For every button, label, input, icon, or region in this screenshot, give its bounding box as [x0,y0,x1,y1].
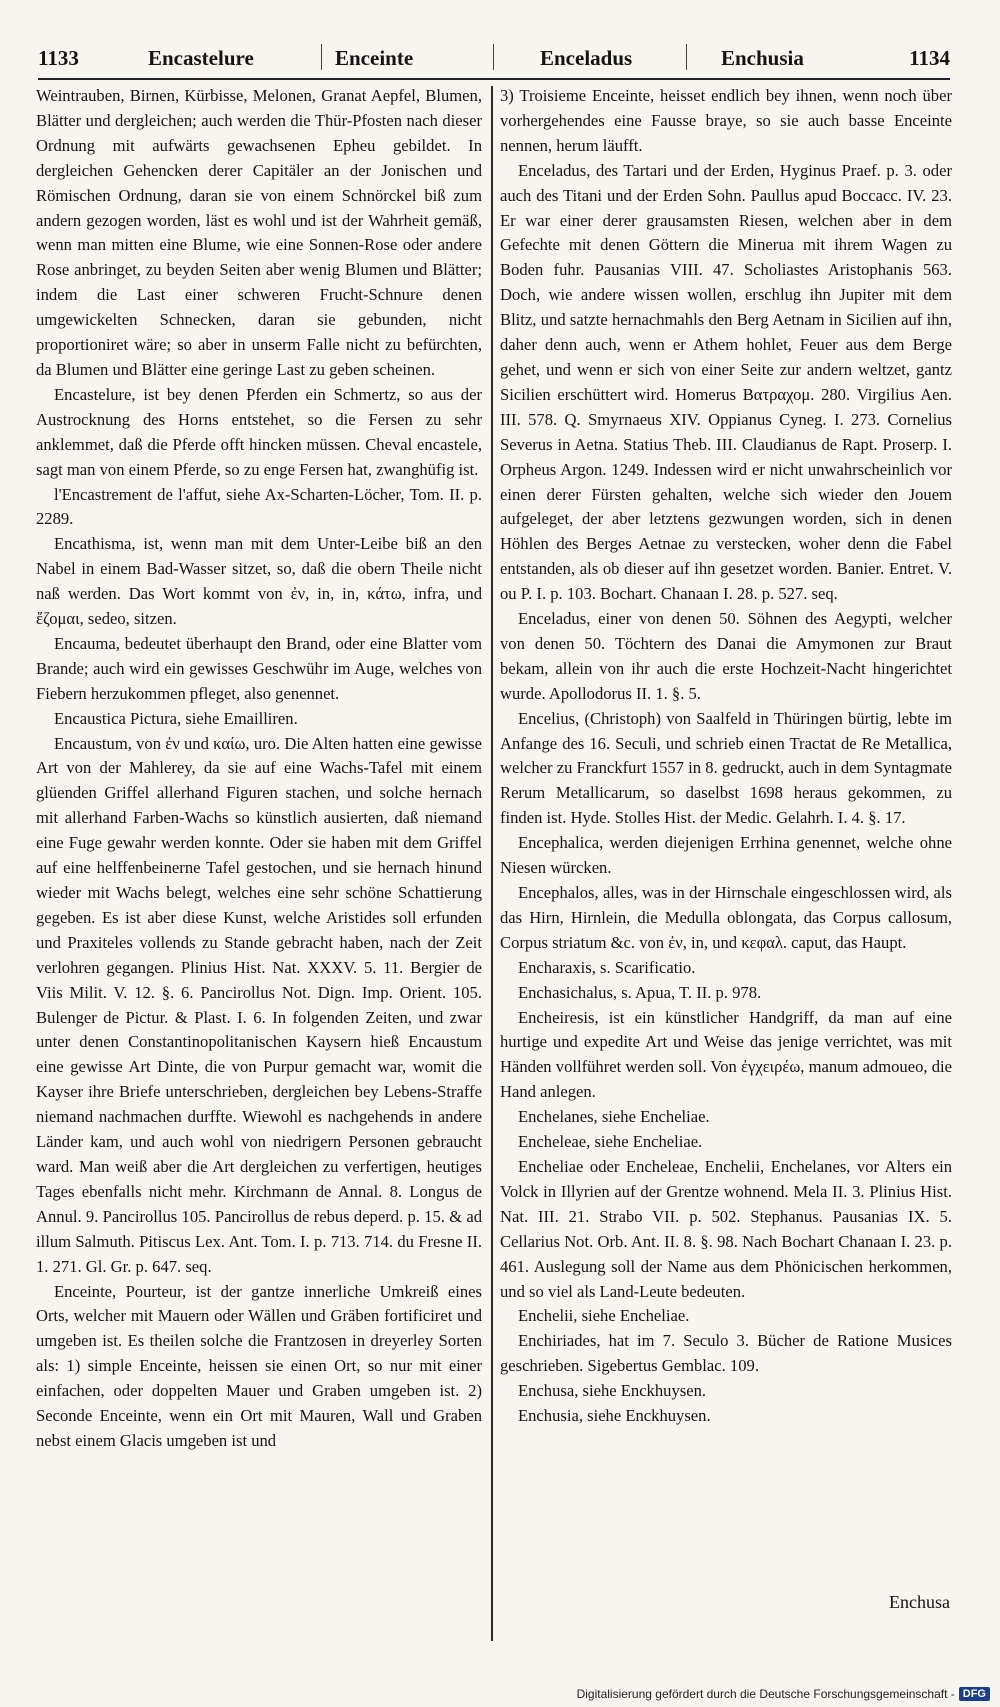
dictionary-entry: Enchasichalus, s. Apua, T. II. p. 978. [518,982,762,1002]
dictionary-entry: Enceinte, Pourteur, ist der gantze innerliche Umkreiß eines Orts, welcher mit Mauern oder Wällen und Gräben fortificiret und umgeben ist. Es theilen solche die Frantzosen in dreyerley Sorten als: 1) simple Enceinte, heissen sie einen Ort, so nur mit einer einfachen, oder doppelten Mauer und Graben umgeben ist. 2) Seconde Enceinte, wenn ein Ort mit Mauren, Wall und Graben nebst einem Glacis umgeben ist und [36,1281,482,1450]
header-divider-3 [686,44,687,70]
dictionary-entry: Enchelanes, siehe Encheliae. [518,1107,710,1127]
header-keyword-1: Encastelure [148,46,254,70]
dictionary-entry: Encaustum, von ἐν und καίω, uro. Die Alten hatten eine gewisse Art von der Mahlerey, da sie auf eine Wachs-Tafel mit einem glüenden Griffel allerhand Figuren stachen, und solche hernach mit allerhand Farben-Wachs so künstlich ausierten, daß niemand eine Fuge gewahr werden konnte. Oder sie haben mit dem Griffel auf eine helffenbeinerne Tafel gestochen, und sie hernach hinund wieder mit Wachs belegt, welches eine sehr schöne Schattierung gegeben. Es ist aber diese Kunst, welche Aristides soll erfunden und Praxiteles vollends zu Stande gebracht haben, nach der Zeit verlohren gegangen. Plinius Hist. Nat. XXXV. 5. 11. Bergier de Viis Milit. V. 12. §. 6. Pancirollus Not. Dign. Imp. Orient. 105. Bulenger de Pictur. & Plast. I. 6. In folgenden Zeiten, und zwar unter denen Constantinopolitanischen Kaysern hieß Encaustum eine gewisse Art Dinte, die von Purpur gemacht war, womit die Kayser ihre Briefe unterschrieben, dergleichen bey Lebens-Straffe niemand nachmachen durffte. Wiewohl es nachgehends in andere Länder kam, und auch wohl von niedrigern Personen gebraucht ward. Man weiß aber die Art dergleichen zu verfertigen, heutiges Tages ebenfalls nicht mehr. Kirchmann de Annal. 8. Longus de Annul. 9. Pancirollus 105. Pancirollus de rebus deperd. p. 15. & ad illum Salmuth. Pitiscus Lex. Ant. Tom. I. p. 713. 714. du Fresne II. 1. 271. Gl. Gr. p. 647. seq. [36,733,482,1276]
dictionary-entry: Encelius, (Christoph) von Saalfeld in Thüringen bürtig, lebte im Anfange des 16. Seculi, und schrieb einen Tractat de Re Metallica, welcher zu Franckfurt 1557 in 8. gedruckt, auch in dem Syntagmate Rerum Metallicarum, so daselbst 1698 heraus gekommen, zu finden ist. Hyde. Stolles Hist. der Medic. Gelahrh. I. 4. §. 17. [500,708,952,828]
header-rule [38,78,950,80]
page-number-left: 1133 [38,46,79,70]
dictionary-entry: Encephalos, alles, was in der Hirnschale eingeschlossen wird, als das Hirn, Hirnlein, die Medulla oblongata, das Corpus callosum, Corpus striatum &c. von ἐν, in, und κεφαλ. caput, das Haupt. [500,883,952,952]
footer-text: Digitalisierung gefördert durch die Deutsche Forschungsgemeinschaft - [576,1687,955,1701]
dictionary-entry: Encheliae oder Encheleae, Enchelii, Enchelanes, vor Alters ein Volck in Illyrien auf der Grentze wohnend. Mela II. 3. Plinius Hist. Nat. III. 21. Strabo VII. p. 502. Stephanus. Pausanias IX. 5. Cellarius Not. Orb. Ant. II. 8. §. 98. Nach Bochart Chanaan I. 23. p. 461. Auslegung soll der Name aus dem Phönicischen herkommen, und so viel als Land-Leute bedeuten. [500,1156,952,1301]
right-column [500,84,952,1429]
dictionary-entry: Enceladus, einer von denen 50. Söhnen des Aegypti, welcher von denen 50. Töchtern des Danai die Amymonen zur Braut bekam, allein von ihr auch die erste Hochzeit-Nacht hingerichtet wurde. Apollodorus II. 1. §. 5. [500,609,952,703]
dictionary-entry: Enchelii, siehe Encheliae. [518,1306,690,1326]
dictionary-entry: Enchusia, siehe Enckhuysen. [518,1406,711,1426]
header-keyword-2: Enceinte [335,46,414,70]
column-divider [491,86,493,1641]
digitization-footer [577,1687,990,1701]
dictionary-entry: l'Encastrement de l'affut, siehe Ax-Scharten-Löcher, Tom. II. p. 2289. [36,484,482,529]
dictionary-entry: Enceladus, des Tartari und der Erden, Hyginus Praef. p. 3. oder auch des Titani und der Erden Sohn. Paullus apud Boccacc. IV. 23. Er war einer derer grausamsten Riesen, welchen aber in dem Gefechte mit denen Göttern die Minerua mit ihrem Wagen zu Boden fuhr. Pausanias VIII. 47. Scholiastes Aristophanis 563. Doch, wie andere wissen wollen, erschlug ihn Jupiter mit dem Blitz, und satzte hernachmahls den Berg Aetnam in Sicilien auf ihn, daher denn auch, wenn er Athem hohlet, Feuer aus dem Berge gehet, und wenn er sich von einer Seite zur andern weltzet, gantz Sicilien erschüttert wird. Homerus Βατραχομ. 280. Virgilius Aen. III. 578. Q. Smyrnaeus XIV. Oppianus Cyneg. I. 273. Cornelius Severus in Aetna. Statius Theb. III. Claudianus de Rapt. Proserp. I. Orpheus Argon. 1249. Indessen wird er nicht unwahrscheinlich vor einen derer Fürsten gehalten, welche sich wieder den Jouem aufgeleget, der aber letztens gezwungen worden, sich in denen Höhlen des Berges Aetnae zu verstecken, woher denn die Fabel entstanden, als ob dieser auf ihn gesetzet worden. Banier. Entret. V. ou P. I. p. 103. Bochart. Chanaan I. 28. p. 527. seq. [500,160,952,604]
dictionary-entry: Encaustica Pictura, siehe Emailliren. [54,708,298,728]
header-keyword-3: Enceladus [540,46,633,70]
header-divider-1 [321,44,322,70]
dictionary-entry: Encastelure, ist bey denen Pferden ein Schmertz, so aus der Austrocknung des Horns entstehet, so die Fersen zu sehr anklemmet, daß die Pferde offt hincken müssen. Cheval encastele, sagt man von einem Pferde, so zu enge Fersen hat, zwanghüfig ist. [36,384,482,479]
header-divider-2 [493,44,494,70]
dictionary-entry: Encauma, bedeutet überhaupt den Brand, oder eine Blatter vom Brande; auch wird ein gewisses Geschwühr im Auge, welches von Fiebern herzukommen pfleget, also genennet. [36,633,482,703]
left-column [36,84,482,1454]
dictionary-entry: Encephalica, werden diejenigen Errhina genennet, welche ohne Niesen würcken. [500,833,952,878]
dictionary-entry: Encharaxis, s. Scarificatio. [518,957,696,977]
dfg-logo: DFG [959,1687,990,1701]
dictionary-entry: Encheiresis, ist ein künstlicher Handgriff, da man auf eine hurtige und expedite Art und Weise das jenige verrichtet, was mit Händen vollführet werden soll. Von ἐγχειρέω, manum admoueo, die Hand anlegen. [500,1007,952,1102]
dictionary-entry: Weintrauben, Birnen, Kürbisse, Melonen, Granat Aepfel, Blumen, Blätter und dergleichen; auch werden die Thür-Pfosten nach dieser Ordnung mit aufwärts gewachsenen Epheu gebildet. In dergleichen Gehencken derer Capitäler an der Jonischen und Römischen Ordnung, daran sie von einem Schnörckel biß zum andern gezogen worden, läst es wohl und ist der Wahrheit gemäß, wenn man mitten eine Blume, wie eine Sonnen-Rose oder andere Rose anbringet, zu beyden Seiten aber wenig Blumen und Blätter; indem die Last einer schweren Frucht-Schnure denen umgewickelten Schnecken, daran sie gebunden, nicht proportioniret wäre; so aber in unserm Falle nicht zu befürchten, da Blumen und Blätter eine geringe Last zu geben scheinen. [36,86,482,379]
running-header [38,40,950,80]
dictionary-entry: Encheleae, siehe Encheliae. [518,1132,703,1152]
dictionary-entry: Encathisma, ist, wenn man mit dem Unter-Leibe biß an den Nabel in einem Bad-Wasser sitzet, so, daß die obern Theile nicht naß werden. Das Wort kommt von ἐν, in, in, κάτω, infra, und ἕζομαι, sedeo, sitzen. [36,534,482,629]
page-number-right: 1134 [909,46,950,70]
catchword: Enchusa [889,1592,950,1612]
header-keyword-4: Enchusia [721,46,804,70]
dictionary-entry: Enchusa, siehe Enckhuysen. [518,1381,707,1401]
dictionary-entry: 3) Troisieme Enceinte, heisset endlich bey ihnen, wenn noch über vorhergehendes eine Fausse braye, so sie auch basse Enceinte nennen, herum läufft. [500,86,952,155]
dictionary-entry: Enchiriades, hat im 7. Seculo 3. Bücher de Ratione Musices geschrieben. Sigebertus Gemblac. 109. [500,1331,952,1376]
